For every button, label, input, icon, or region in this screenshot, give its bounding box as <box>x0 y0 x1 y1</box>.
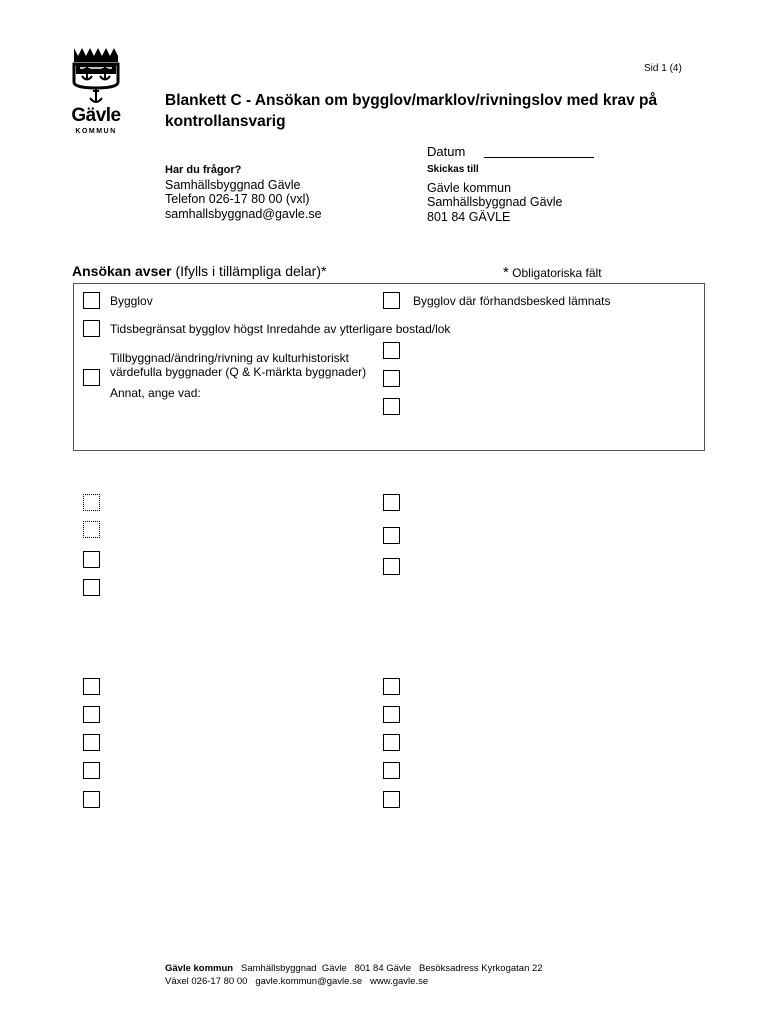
contact-heading: Har du frågor? <box>165 164 242 176</box>
checkbox[interactable] <box>83 706 100 723</box>
contact-line: Samhällsbyggnad Gävle <box>165 177 301 192</box>
checkbox-tidsbegransat[interactable] <box>83 320 100 337</box>
checkbox[interactable] <box>83 762 100 779</box>
option-kulturhistoriskt-label: Tillbyggnad/ändring/rivning av kulturhistoriskt <box>110 351 350 365</box>
checkbox[interactable] <box>83 494 100 511</box>
page-footer <box>165 962 543 988</box>
contact-line: Telefon 026-17 80 00 (vxl) <box>165 192 310 206</box>
checkbox[interactable] <box>383 678 400 695</box>
option-bygglov-label: Bygglov <box>110 294 153 308</box>
option-annat-label: Annat, ange vad: <box>110 386 201 400</box>
section-title-rest: (Ifylls i tillämpliga delar)* <box>171 263 327 279</box>
checkbox[interactable] <box>83 678 100 695</box>
checkbox[interactable] <box>383 706 400 723</box>
address-line: Samhällsbyggnad Gävle <box>427 195 563 209</box>
contact-info <box>165 163 322 221</box>
footer-line-2: Växel 026-17 80 00 gavle.kommun@gavle.se www.gavle.se <box>165 976 429 987</box>
logo-sub: KOMMUN <box>75 128 117 135</box>
required-text: Obligatoriska fält <box>508 266 602 280</box>
checkbox-right-2[interactable] <box>383 370 400 387</box>
logo-name: Gävle <box>71 105 121 126</box>
address-line: Gävle kommun <box>427 180 512 195</box>
checkbox-forhandsbesked[interactable] <box>383 292 400 309</box>
checkbox[interactable] <box>383 527 400 544</box>
checkbox[interactable] <box>83 734 100 751</box>
section-title-bold: Ansökan avser <box>72 263 172 279</box>
option-tidsbegransat-label: Tidsbegränsat bygglov högst Inredahde av ytterligare bostad/lok <box>110 322 451 336</box>
checkbox[interactable] <box>383 734 400 751</box>
checkbox-right-3[interactable] <box>383 398 400 415</box>
checkbox-kulturhistoriskt[interactable] <box>83 369 100 386</box>
contact-email: samhallsbyggnad@gavle.se <box>165 206 322 221</box>
checkbox[interactable] <box>83 791 100 808</box>
gavle-kommun-logo <box>68 44 124 140</box>
section-title <box>72 263 326 279</box>
footer-address: Samhällsbyggnad Gävle 801 84 Gävle Besöksadress Kyrkogatan 22 <box>233 963 543 974</box>
checkbox[interactable] <box>83 579 100 596</box>
footer-line-1 <box>165 962 543 975</box>
checkbox[interactable] <box>383 494 400 511</box>
send-to-heading: Skickas till <box>427 164 479 175</box>
form-title: Blankett C - Ansökan om bygglov/marklov/rivningslov med krav på kontrollansvarig <box>165 92 658 130</box>
required-star: * <box>503 264 509 281</box>
option-forhandsbesked-label: Bygglov där förhandsbesked lämnats <box>413 294 611 308</box>
checkbox[interactable] <box>83 521 100 538</box>
send-to-address <box>427 163 563 224</box>
checkbox[interactable] <box>383 558 400 575</box>
checkbox-right-1[interactable] <box>383 342 400 359</box>
address-line: 801 84 GÄVLE <box>427 209 511 224</box>
footer-org: Gävle kommun <box>165 963 234 974</box>
checkbox[interactable] <box>383 791 400 808</box>
option-kulturhistoriskt-label-2: värdefulla byggnader (Q & K-märkta byggnader) <box>110 365 367 379</box>
page-number: Sid 1 (4) <box>644 63 682 74</box>
date-field[interactable] <box>484 157 594 158</box>
required-note <box>503 264 602 281</box>
checkbox-bygglov[interactable] <box>83 292 100 309</box>
checkbox[interactable] <box>383 762 400 779</box>
date-label: Datum <box>427 144 466 159</box>
checkbox[interactable] <box>83 551 100 568</box>
